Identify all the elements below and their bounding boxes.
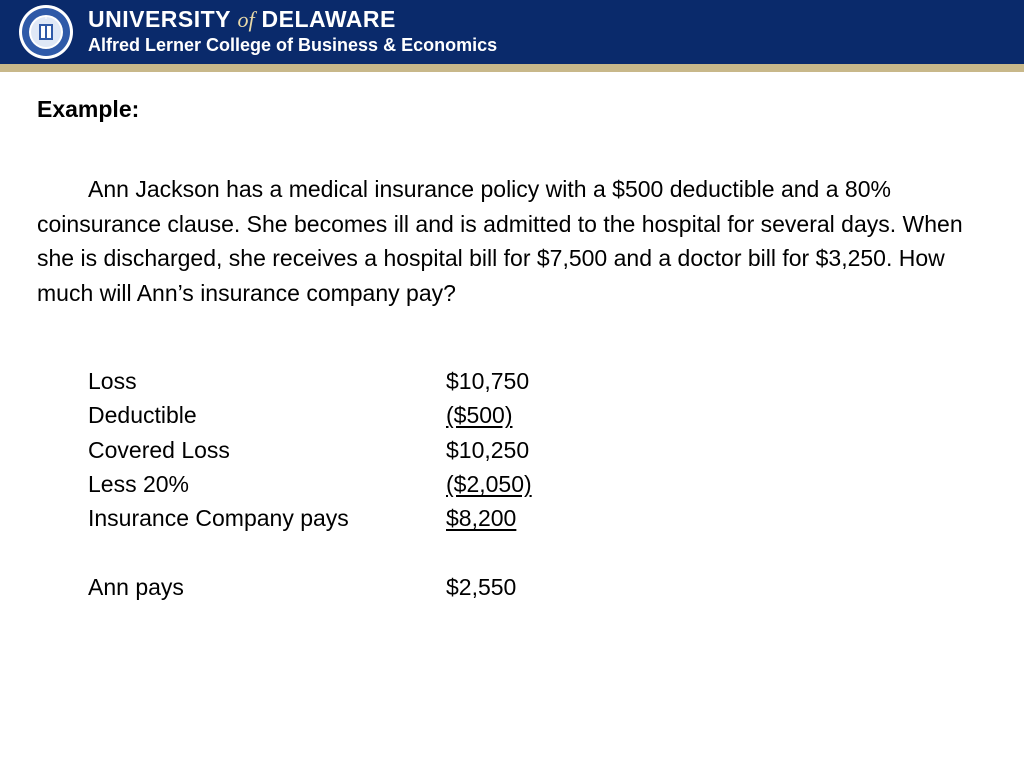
college-name: Alfred Lerner College of Business & Economics — [88, 35, 498, 55]
result-value: $2,550 — [446, 573, 517, 600]
calc-row-insurance-pays — [88, 501, 532, 535]
calc-spacer — [88, 535, 532, 569]
calc-label: Less 20% — [88, 470, 190, 497]
calc-value: $10,250 — [446, 436, 530, 463]
calc-value: $8,200 — [446, 505, 517, 532]
university-name-part1: UNIVERSITY — [88, 6, 231, 32]
calc-label: Loss — [88, 368, 137, 394]
calculation-table — [88, 364, 532, 604]
calc-label: Insurance Company pays — [88, 505, 349, 532]
university-name — [88, 6, 396, 33]
problem-statement: Ann Jackson has a medical insurance policy with a $500 deductible and a 80% coinsurance clause. She becomes ill and is admitted to the hospital for several days. When she is discharged, she receives a hospital bill for $7,500 and a doctor bill for $3,250. How much will Ann’s insurance company pay? — [37, 176, 963, 306]
example-heading: Example: — [37, 96, 140, 122]
slide-content — [37, 92, 997, 310]
calc-row-less-20 — [88, 467, 532, 501]
calc-value: ($2,050) — [446, 470, 532, 497]
university-header — [0, 0, 1024, 64]
header-gold-stripe — [0, 64, 1024, 72]
university-seal-icon — [18, 4, 74, 60]
calc-label: Covered Loss — [88, 436, 230, 463]
university-name-of: of — [237, 7, 255, 32]
calc-value: ($500) — [446, 402, 513, 429]
calc-label: Deductible — [88, 402, 197, 429]
calc-value: $10,750 — [446, 368, 530, 394]
calc-row-loss — [88, 364, 532, 398]
calc-row-deductible — [88, 398, 532, 432]
calc-row-ann-pays — [88, 570, 532, 604]
university-name-part2: DELAWARE — [261, 6, 396, 32]
calc-row-covered-loss — [88, 433, 532, 467]
result-label: Ann pays — [88, 573, 184, 600]
